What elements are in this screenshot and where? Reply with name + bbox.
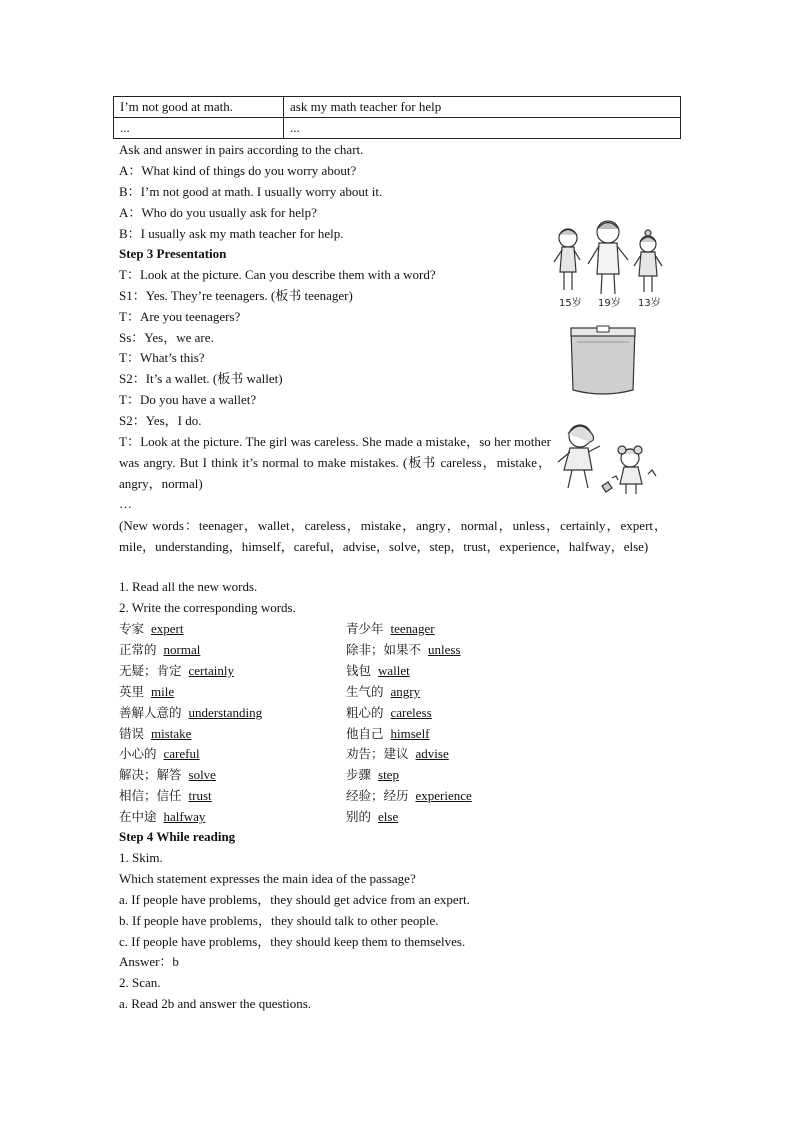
vocab-item: 善解人意的 understanding bbox=[119, 705, 263, 720]
vocab-item: 别的 else bbox=[346, 809, 399, 824]
dialog-line: A：What kind of things do you worry about? bbox=[119, 163, 357, 178]
vocab-item: 小心的 careful bbox=[119, 746, 200, 761]
reading-line: Answer：b bbox=[119, 954, 179, 969]
reading-line: b. If people have problems，they should talk to other people. bbox=[119, 913, 439, 928]
reading-line: 1. Skim. bbox=[119, 850, 163, 865]
dialog-line: B：I’m not good at math. I usually worry about it. bbox=[119, 184, 383, 199]
vocab-item: 相信；信任 trust bbox=[119, 788, 212, 803]
step-3-heading: Step 3 Presentation bbox=[119, 246, 227, 261]
vocab-item: 正常的 normal bbox=[119, 642, 201, 657]
wallet-illustration bbox=[567, 324, 639, 398]
table-row bbox=[114, 118, 681, 139]
vocab-item: 经验；经历 experience bbox=[346, 788, 472, 803]
dialog-line: T：What’s this? bbox=[119, 350, 205, 365]
age-label: 15岁 bbox=[559, 298, 582, 309]
dialog-line: S1：Yes. They’re teenagers. (板书 teenager) bbox=[119, 288, 353, 303]
vocab-item: 英里 mile bbox=[119, 684, 175, 699]
teenagers-illustration bbox=[550, 214, 670, 312]
table-cell: ... bbox=[284, 118, 681, 139]
vocab-item: 错误 mistake bbox=[119, 726, 192, 741]
dialog-line: A：Who do you usually ask for help? bbox=[119, 205, 317, 220]
dialog-paragraph: T：Look at the picture. The girl was careless. She made a mistake，so her mother was angry. But I think it’s normal to make mistakes. (板书 careless，mistake，angry，normal) bbox=[119, 434, 551, 491]
table-cell: ... bbox=[114, 118, 284, 139]
dialog-line: T：Are you teenagers? bbox=[119, 309, 241, 324]
vocab-item: 青少年 teenager bbox=[346, 621, 435, 636]
vocab-item: 专家 expert bbox=[119, 621, 184, 636]
vocab-item: 劝告；建议 advise bbox=[346, 746, 449, 761]
dialog-line: T：Look at the picture. Can you describe them with a word? bbox=[119, 267, 436, 282]
vocab-item: 无疑；肯定 certainly bbox=[119, 663, 234, 678]
table-cell: ask my math teacher for help bbox=[284, 97, 681, 118]
reading-line: a. Read 2b and answer the questions. bbox=[119, 996, 312, 1011]
table-cell: I’m not good at math. bbox=[114, 97, 284, 118]
age-label: 19岁 bbox=[598, 298, 621, 309]
vocab-item: 解决；解答 solve bbox=[119, 767, 216, 782]
vocab-item: 粗心的 careless bbox=[346, 705, 432, 720]
reading-line: c. If people have problems，they should keep them to themselves. bbox=[119, 934, 466, 949]
new-words-note: (New words：teenager，wallet，careless，mistake，angry，normal，unless，certainly，expert，mile，understanding，himself，careful，advise，solve，step，trust，experience，halfway，else) bbox=[119, 518, 667, 554]
vocab-item: 他自己 himself bbox=[346, 726, 430, 741]
worry-chart-table bbox=[113, 96, 681, 139]
dialog-line: S2：It’s a wallet. (板书 wallet) bbox=[119, 371, 283, 386]
task-line: 1. Read all the new words. bbox=[119, 579, 258, 594]
vocab-item: 在中途 halfway bbox=[119, 809, 206, 824]
ellipsis: … bbox=[119, 496, 132, 511]
reading-line: Which statement expresses the main idea of the passage? bbox=[119, 871, 416, 886]
vocab-item: 钱包 wallet bbox=[346, 663, 410, 678]
vocab-item: 生气的 angry bbox=[346, 684, 421, 699]
vocab-item: 除非；如果不 unless bbox=[346, 642, 461, 657]
careless-girl-illustration bbox=[552, 418, 664, 498]
dialog-line: T：Do you have a wallet? bbox=[119, 392, 257, 407]
table-row bbox=[114, 97, 681, 118]
step-4-heading: Step 4 While reading bbox=[119, 829, 236, 844]
dialog-line: S2：Yes，I do. bbox=[119, 413, 202, 428]
task-line: 2. Write the corresponding words. bbox=[119, 600, 296, 615]
vocab-item: 步骤 step bbox=[346, 767, 399, 782]
dialog-line: B：I usually ask my math teacher for help. bbox=[119, 226, 344, 241]
age-label: 13岁 bbox=[638, 298, 661, 309]
pair-instruction: Ask and answer in pairs according to the chart. bbox=[119, 142, 364, 157]
reading-line: 2. Scan. bbox=[119, 975, 161, 990]
reading-line: a. If people have problems，they should get advice from an expert. bbox=[119, 892, 470, 907]
dialog-line: Ss：Yes，we are. bbox=[119, 330, 214, 345]
